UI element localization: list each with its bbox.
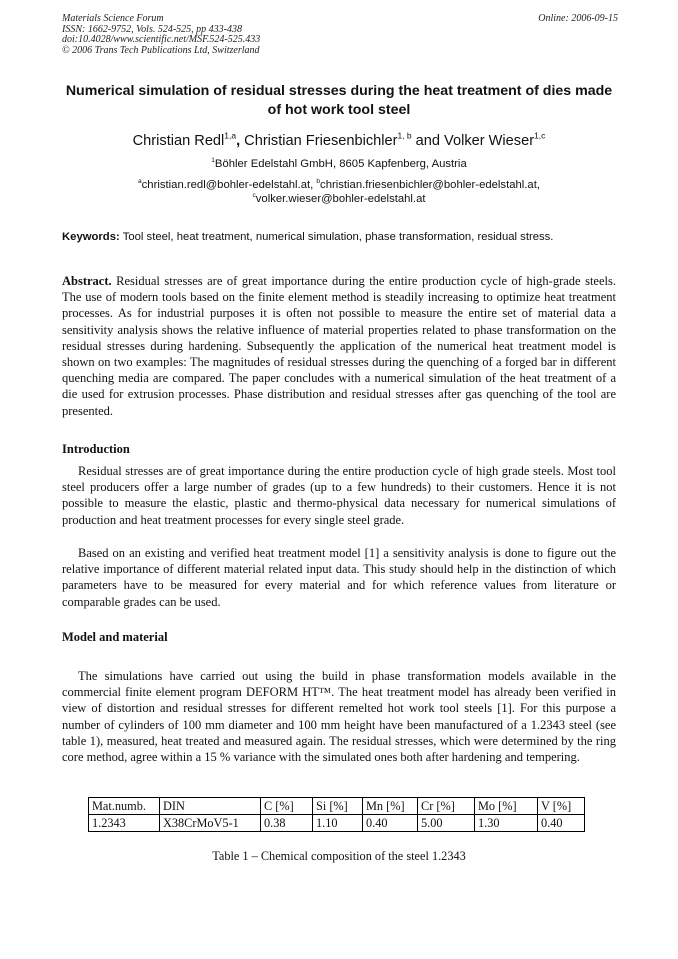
author-affiliation-mark: 1, b bbox=[397, 130, 412, 141]
table-header-cell: Si [%] bbox=[313, 798, 363, 815]
email-address: christian.redl@bohler-edelstahl.at, bbox=[141, 179, 317, 191]
affiliation-mark: 1 bbox=[211, 157, 215, 165]
table-cell: X38CrMoV5-1 bbox=[160, 815, 261, 832]
author-affiliation-mark: 1,c bbox=[534, 130, 546, 141]
email-line bbox=[62, 178, 616, 192]
journal-name: Materials Science Forum bbox=[62, 13, 164, 24]
journal-header bbox=[62, 14, 618, 56]
table-header-cell: DIN bbox=[160, 798, 261, 815]
table-header-cell: V [%] bbox=[538, 798, 585, 815]
table-cell: 0.38 bbox=[261, 815, 313, 832]
table-cell: 1.30 bbox=[475, 815, 538, 832]
table-cell: 1.2343 bbox=[89, 815, 160, 832]
email-address: christian.friesenbichler@bohler-edelstahl.at, bbox=[320, 179, 540, 191]
table-cell: 0.40 bbox=[538, 815, 585, 832]
email-mark: b bbox=[316, 178, 321, 186]
paper-title: Numerical simulation of residual stresses during the heat treatment of dies made of hot work tool steel bbox=[65, 83, 613, 118]
journal-doi: doi:10.4028/www.scientific.net/MSF.524-525.433 bbox=[62, 34, 261, 46]
author-affiliation-mark: 1,a bbox=[224, 130, 237, 141]
author-line bbox=[62, 131, 616, 151]
table-header-cell: Cr [%] bbox=[418, 798, 475, 815]
author-name: Christian Friesenbichler bbox=[244, 133, 398, 149]
table-cell: 5.00 bbox=[418, 815, 475, 832]
keywords-label: Keywords: bbox=[62, 231, 120, 243]
abstract-label: Abstract. bbox=[62, 274, 112, 288]
table-cell: 0.40 bbox=[363, 815, 418, 832]
affiliation bbox=[62, 157, 616, 171]
table-cell: 1.10 bbox=[313, 815, 363, 832]
journal-copyright: © 2006 Trans Tech Publications Ltd, Switzerland bbox=[62, 44, 260, 56]
introduction-paragraph-2: Based on an existing and verified heat treatment model [1] a sensitivity analysis is done to figure out the relative importance of different material related input data. This study should help in the distinction of which parameters have to be measured for every material and for which reference values from literature or comparable grades can be used. bbox=[62, 546, 616, 609]
online-date: Online: 2006-09-15 bbox=[538, 13, 618, 24]
email-address: volker.wieser@bohler-edelstahl.at bbox=[255, 193, 426, 205]
table-header-cell: Mn [%] bbox=[363, 798, 418, 815]
model-paragraph-1: The simulations have carried out using the build in phase transformation models available in the commercial finite element program DEFORM HT™. The heat treatment model has already been verified in view of distortion and residual stresses for different remelted hot work tool steels [1]. For this purpose a number of cylinders of 100 mm diameter and 100 mm height have been manufactured of a 1.2343 steel (see table 1), measured, heat treated and measured again. The residual stresses, which were determined by the ring core method, agree within a 15 % variance with the simulated ones both after hardening and tempering. bbox=[62, 669, 616, 765]
table-header-row bbox=[89, 798, 585, 815]
keywords bbox=[62, 230, 616, 245]
author-name: Volker Wieser bbox=[444, 133, 535, 149]
author-emails bbox=[62, 178, 616, 206]
table-header-cell: Mo [%] bbox=[475, 798, 538, 815]
abstract-text: Residual stresses are of great importance during the entire production cycle of high-grade steels. The use of modern tools based on the finite element method is steadily increasing to optimize heat treatment processes. As for industrial purposes it is often not possible to measure the entire set of material data a sensitivity analysis shows the relative influence of material properties related to phase transformation on the residual stresses during hardening. Subsequently the application of the numerical heat treatment model is shown on two examples: The magnitudes of residual stresses during the quenching of a forged bar in different quenching media are compared. The paper concludes with a numerical simulation of the heat treatment of a die used for extrusion processes. Phase distribution and residual stresses after gas quenching of the tool are presented. bbox=[62, 274, 616, 418]
introduction-paragraph-1: Residual stresses are of great importance during the entire production cycle of high grade steels. Most tool steel producers offer a large number of grades (up to a few hundreds) to their customers. Hence it is not possible to measure the elastic, plastic and thermo-physical data necessary for numerical simulations of production and heat treatment processes for every single steel grade. bbox=[62, 464, 616, 527]
email-mark: a bbox=[138, 178, 142, 186]
author-name: Christian Redl bbox=[132, 133, 225, 149]
table-row bbox=[89, 815, 585, 832]
table-header-cell: C [%] bbox=[261, 798, 313, 815]
keywords-text: Tool steel, heat treatment, numerical simulation, phase transformation, residual stress. bbox=[119, 231, 554, 243]
journal-issn: ISSN: 1662-9752, Vols. 524-525, pp 433-438 bbox=[62, 23, 242, 35]
author-separator: and bbox=[411, 133, 445, 149]
abstract bbox=[62, 273, 616, 419]
section-heading-model: Model and material bbox=[62, 630, 168, 644]
author-separator: , bbox=[236, 133, 245, 149]
email-mark: c bbox=[252, 192, 256, 200]
composition-table bbox=[88, 797, 585, 832]
table-caption: Table 1 – Chemical composition of the steel 1.2343 bbox=[212, 849, 466, 863]
email-line bbox=[62, 192, 616, 206]
section-heading-introduction: Introduction bbox=[62, 442, 130, 456]
affiliation-text: Böhler Edelstahl GmbH, 8605 Kapfenberg, Austria bbox=[214, 158, 467, 170]
table-header-cell: Mat.numb. bbox=[89, 798, 160, 815]
